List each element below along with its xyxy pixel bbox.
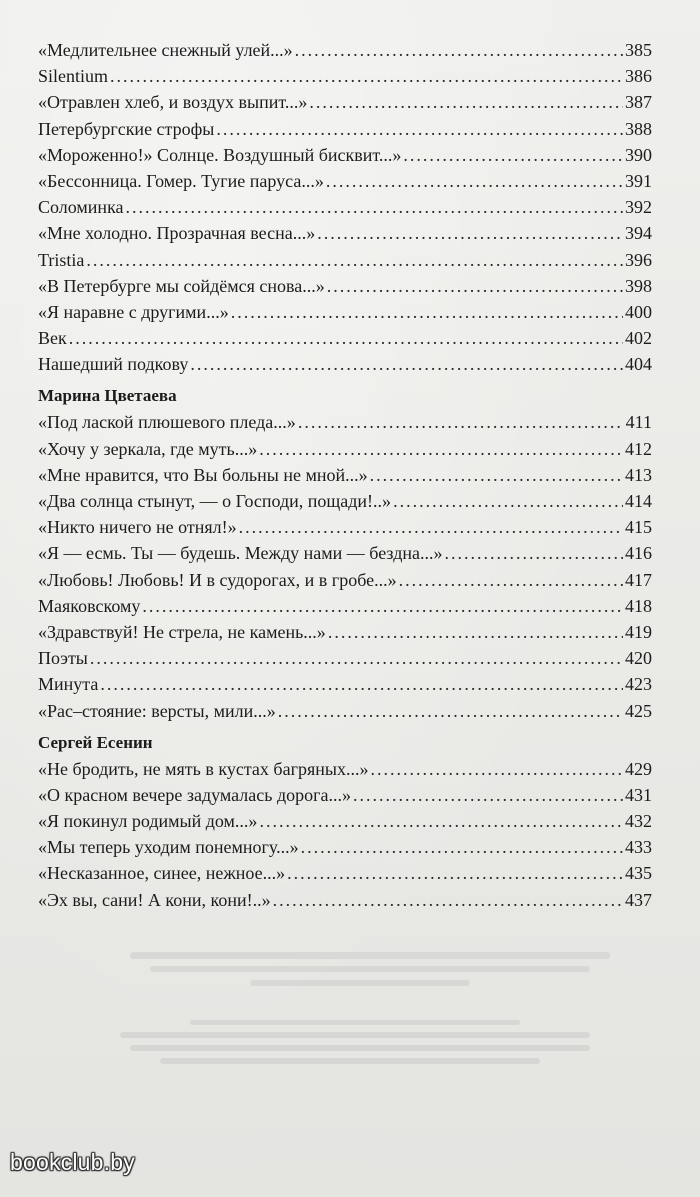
entry-title: «Я покинул родимый дом...»: [38, 811, 258, 832]
entry-page-number: 417: [625, 569, 652, 590]
entry-page-number: 433: [625, 837, 652, 858]
entry-page-number: 420: [625, 648, 652, 669]
entry-page-number: 402: [625, 328, 652, 349]
entry-title: «Бессонница. Гомер. Тугие паруса...»: [38, 170, 324, 191]
toc-entry: [38, 409, 652, 435]
dot-leader: [309, 89, 623, 115]
entry-title: Tristia: [38, 249, 85, 270]
entry-title: Маяковскому: [38, 595, 141, 616]
dot-leader: [326, 168, 623, 194]
entry-page-number: 423: [625, 674, 652, 695]
entry-title: «Под лаской плюшевого пледа...»: [38, 412, 296, 433]
entry-page-number: 394: [625, 223, 652, 244]
dot-leader: [444, 540, 623, 566]
bleed-through-line: [130, 1045, 590, 1051]
entry-title: «В Петербурге мы сойдёмся снова...»: [38, 275, 325, 296]
dot-leader: [259, 808, 623, 834]
toc-entry: [38, 89, 652, 115]
entry-title: «Я — есмь. Ты — будешь. Между нами — бездна...»: [38, 543, 443, 564]
entry-title: «Любовь! Любовь! И в судорогах, и в гробе...»: [38, 569, 397, 590]
dot-leader: [298, 409, 624, 435]
toc-entry: [38, 247, 652, 273]
dot-leader: [353, 782, 623, 808]
dot-leader: [273, 887, 623, 913]
entry-page-number: 415: [625, 517, 652, 538]
entry-title: Silentium: [38, 66, 109, 87]
entry-page-number: 390: [625, 144, 652, 165]
entry-title: «Несказанное, синее, нежное...»: [38, 863, 286, 884]
toc-entry: [38, 194, 652, 220]
toc-entry: [38, 860, 652, 886]
toc-entry: [38, 540, 652, 566]
dot-leader: [287, 860, 623, 886]
dot-leader: [278, 698, 623, 724]
bleed-through-line: [250, 980, 470, 986]
entry-page-number: 404: [625, 354, 652, 375]
entry-title: «Мороженно!» Солнце. Воздушный бисквит...»: [38, 144, 402, 165]
dot-leader: [126, 194, 623, 220]
dot-leader: [328, 619, 623, 645]
toc-entry: [38, 351, 652, 377]
entry-title: «Хочу у зеркала, где муть...»: [38, 438, 258, 459]
toc-entry: [38, 756, 652, 782]
site-watermark: bookclub.by: [10, 1149, 135, 1175]
dot-leader: [231, 299, 623, 325]
toc-entry: [38, 436, 652, 462]
entry-title: Поэты: [38, 648, 88, 669]
toc-entry: [38, 887, 652, 913]
author-heading: Марина Цветаева: [38, 386, 177, 406]
entry-page-number: 416: [625, 543, 652, 564]
entry-page-number: 411: [625, 412, 652, 433]
toc-entry: [38, 671, 652, 697]
dot-leader: [142, 593, 623, 619]
entry-title: Петербургские строфы: [38, 118, 215, 139]
bleed-through-line: [160, 1058, 540, 1064]
toc-entry: [38, 514, 652, 540]
table-of-contents: [38, 37, 652, 913]
entry-title: Соломинка: [38, 197, 124, 218]
dot-leader: [370, 462, 623, 488]
toc-entry: [38, 593, 652, 619]
entry-page-number: 385: [625, 40, 652, 60]
entry-page-number: 419: [625, 621, 652, 642]
entry-title: «Рас–стояние: версты, мили...»: [38, 700, 276, 721]
toc-entry: [38, 645, 652, 671]
toc-section: [38, 37, 652, 377]
toc-entry: [38, 116, 652, 142]
entry-title: Минута: [38, 674, 99, 695]
entry-title: «Я наравне с другими...»: [38, 301, 229, 322]
dot-leader: [216, 116, 623, 142]
entry-title: «Не бродить, не мять в кустах багряных...»: [38, 758, 369, 779]
entry-page-number: 400: [625, 301, 652, 322]
dot-leader: [317, 220, 623, 246]
toc-entry: [38, 462, 652, 488]
entry-title: «Отравлен хлеб, и воздух выпит...»: [38, 92, 308, 113]
dot-leader: [370, 756, 623, 782]
entry-page-number: 391: [625, 170, 652, 191]
dot-leader: [327, 273, 623, 299]
entry-title: Нашедший подкову: [38, 354, 189, 375]
bleed-through-line: [130, 952, 610, 959]
dot-leader: [239, 514, 623, 540]
toc-entry: [38, 834, 652, 860]
entry-page-number: 429: [625, 758, 652, 779]
dot-leader: [190, 351, 623, 377]
toc-entry: [38, 299, 652, 325]
entry-title: «Никто ничего не отнял!»: [38, 517, 237, 538]
toc-entry: [38, 220, 652, 246]
bleed-through-line: [150, 966, 590, 972]
entry-title: «Два солнца стынут, — о Господи, пощади!..»: [38, 491, 392, 511]
entry-page-number: 413: [625, 464, 652, 485]
entry-page-number: 431: [625, 784, 652, 805]
dot-leader: [295, 37, 623, 63]
entry-page-number: 414: [625, 491, 652, 511]
toc-entry: [38, 698, 652, 724]
dot-leader: [399, 567, 623, 593]
entry-page-number: 437: [625, 889, 652, 910]
bleed-through-line: [190, 1020, 520, 1025]
dot-leader: [110, 63, 623, 89]
toc-section: [38, 383, 652, 723]
toc-entry: [38, 273, 652, 299]
author-heading: Сергей Есенин: [38, 732, 153, 752]
dot-leader: [69, 325, 623, 351]
bleed-through-line: [120, 1032, 590, 1038]
toc-section: [38, 730, 652, 913]
entry-title: «О красном вечере задумалась дорога...»: [38, 784, 352, 805]
toc-entry: [38, 63, 652, 89]
dot-leader: [301, 834, 623, 860]
toc-entry: [38, 37, 652, 63]
entry-page-number: 386: [625, 66, 652, 87]
toc-entry: [38, 619, 652, 645]
toc-entry: [38, 488, 652, 514]
toc-entry: [38, 142, 652, 168]
dot-leader: [90, 645, 623, 671]
entry-title: «Мы теперь уходим понемногу...»: [38, 837, 299, 858]
entry-title: Век: [38, 328, 67, 349]
entry-page-number: 388: [625, 118, 652, 139]
entry-title: «Медлительнее снежный улей...»: [38, 40, 293, 60]
entry-page-number: 432: [625, 811, 652, 832]
entry-page-number: 418: [625, 595, 652, 616]
entry-title: «Мне нравится, что Вы больны не мной...»: [38, 464, 368, 485]
toc-entry: [38, 325, 652, 351]
toc-entry: [38, 567, 652, 593]
entry-page-number: 412: [625, 438, 652, 459]
entry-page-number: 392: [625, 197, 652, 218]
dot-leader: [100, 671, 623, 697]
entry-page-number: 396: [625, 249, 652, 270]
dot-leader: [86, 247, 623, 273]
entry-page-number: 435: [625, 863, 652, 884]
entry-page-number: 398: [625, 275, 652, 296]
entry-title: «Здравствуй! Не стрела, не камень...»: [38, 621, 326, 642]
entry-title: «Мне холодно. Прозрачная весна...»: [38, 223, 316, 244]
entry-page-number: 425: [625, 700, 652, 721]
entry-page-number: 387: [625, 92, 652, 113]
toc-entry: [38, 782, 652, 808]
entry-title: «Эх вы, сани! А кони, кони!..»: [38, 889, 271, 910]
dot-leader: [393, 488, 623, 514]
toc-entry: [38, 168, 652, 194]
dot-leader: [259, 436, 623, 462]
dot-leader: [403, 142, 623, 168]
toc-entry: [38, 808, 652, 834]
